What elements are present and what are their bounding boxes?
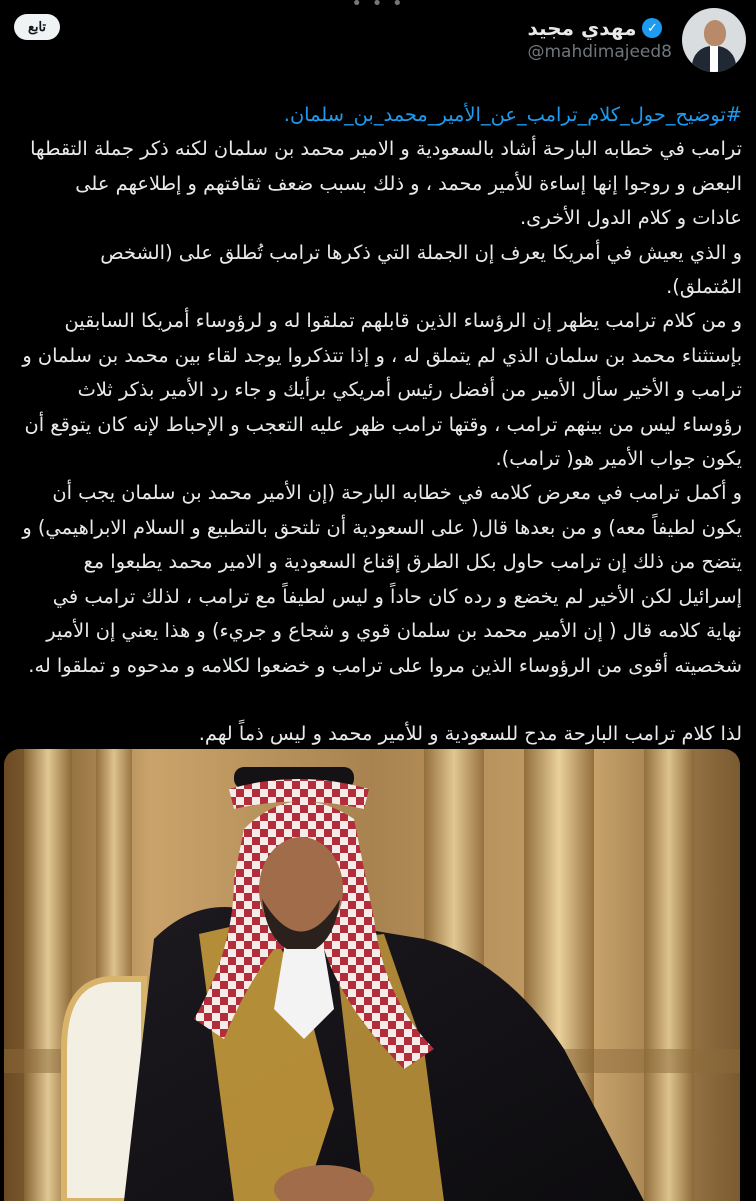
tweet-paragraph-2: و الذي يعيش في أمريكا يعرف إن الجملة التي ذكرها ترامب تُطلق على (الشخص المُتملق). xyxy=(100,240,742,299)
hashtag-link[interactable]: #توضيح_حول_كلام_ترامب_عن_الأمير_محمد_بن_سلمان. xyxy=(283,103,742,126)
author-handle[interactable]: @mahdimajeed8 xyxy=(527,42,672,62)
tweet-paragraph-3: و من كلام ترامب يظهر إن الرؤساء الذين قابلهم تملقوا له و لرؤوساء أمريكا السابقين بإستثناء محمد بن سلمان الذي لم يتملق له ، و إذا تتذكروا يوجد لقاء بين محمد بن سلمان و ترامب و الأخير سأل الأمير من أفضل رئيس أمريكي برأيك و جاء رد الأمير بذكر ثلاث رؤوساء ليس من بينهم ترامب ، وقتها ترامب ظهر عليه التعجب و الإحباط لإنه كان يتوقع أن يكون جواب الأمير هو( ترامب). xyxy=(22,309,742,471)
tweet-paragraph-5: لذا كلام ترامب البارحة مدح للسعودية و للأمير محمد و ليس ذماً لهم. xyxy=(198,721,742,745)
author-name[interactable]: مهدي مجيد xyxy=(527,16,637,40)
verified-badge-icon: ✓ xyxy=(642,18,662,38)
more-options-icon[interactable]: • • • xyxy=(351,0,405,14)
avatar[interactable] xyxy=(682,8,746,72)
tweet-header xyxy=(528,8,747,72)
author-info xyxy=(528,8,673,62)
follow-button[interactable]: تابع xyxy=(14,14,60,40)
tweet-paragraph-1: ترامب في خطابه البارحة أشاد بالسعودية و الامير محمد بن سلمان لكنه ذكر جملة التقطها البعض و روجوا إنها إساءة للأمير محمد ، و ذلك بسبب ضعف ثقافتهم و إطلاعهم على عادات و كلام الدول الأخرى. xyxy=(30,137,742,230)
tweet-paragraph-4: و أكمل ترامب في معرض كلامه في خطابه البارحة (إن الأمير محمد بن سلمان يجب أن يكون لطيفاً معه) و من بعدها قال( على السعودية أن تلتحق بالتطبيع و السلام الابراهيمي) و يتضح من ذلك إن ترامب حاول بكل الطرق إقناع السعودية و الامير محمد يطبعوا مع إسرائيل لكن الأخير لم يخضع و رده كان حاداً و ليس لطيفاً مع ترامب ، لذلك ترامب في نهاية كلامه قال ( إن الأمير محمد بن سلمان قوي و شجاع و جريء) و هذا يعني إن الأمير شخصيته أقوى من الرؤوساء الذين مروا على ترامب و خضعوا لكلامه و مدحوه و تملقوا له. xyxy=(22,481,742,677)
tweet-photo[interactable] xyxy=(4,749,740,1201)
tweet-text xyxy=(20,98,742,751)
